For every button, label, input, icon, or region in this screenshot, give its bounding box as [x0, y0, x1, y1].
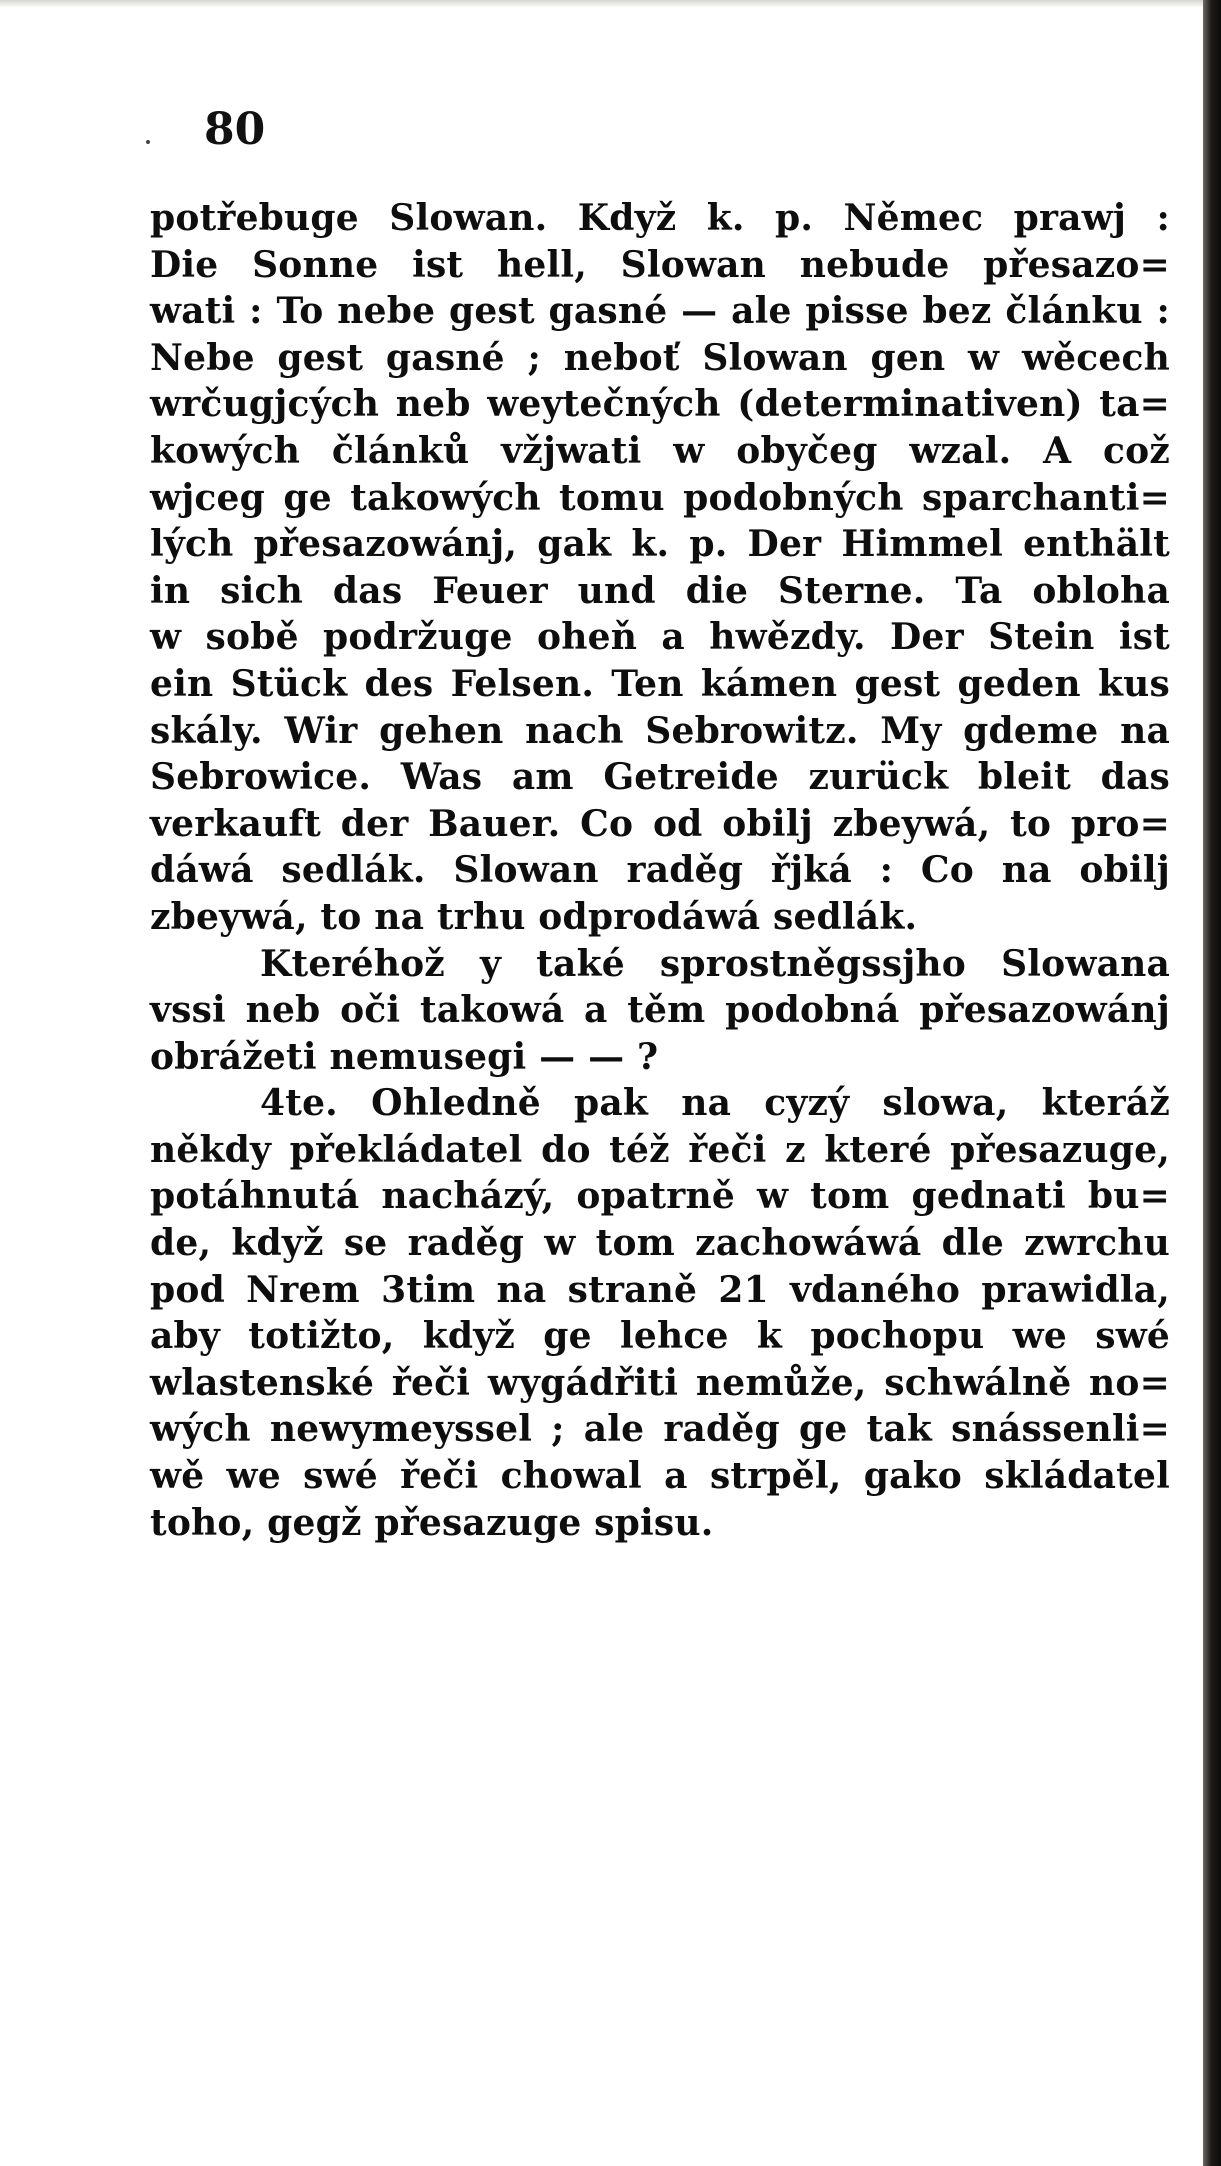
- text-line: pod Nrem 3tim na straně 21 vdaného prawidla,: [150, 1268, 1170, 1311]
- text-line: Kteréhož y také sprostněgssjho Slowana: [260, 942, 1170, 985]
- text-line: wě we swé řeči chowal a strpěl, gako skládatel: [150, 1455, 1170, 1498]
- text-line: wých newymeyssel ; ale raděg ge tak snássenli=: [150, 1408, 1170, 1451]
- text-line: w sobě podržuge oheň a hwězdy. Der Stein ist: [150, 616, 1170, 659]
- text-line: wrčugjcých neb weytečných (determinativen) ta=: [150, 383, 1170, 426]
- body-text: [150, 195, 1170, 1546]
- text-line: obrážeti nemusegi — — ?: [150, 1035, 659, 1078]
- text-line: potřebuge Slowan. Když k. p. Němec prawj :: [150, 197, 1170, 239]
- text-line: wjceg ge takowých tomu podobných sparchanti=: [150, 476, 1170, 519]
- text-line: někdy překládatel do též řeči z které přesazuge,: [150, 1128, 1170, 1171]
- ink-speck: [146, 140, 150, 144]
- text-line: lých přesazowánj, gak k. p. Der Himmel enthält: [150, 523, 1170, 566]
- text-line: Die Sonne ist hell, Slowan nebude přesazo=: [150, 243, 1170, 286]
- text-line: skály. Wir gehen nach Sebrowitz. My gdeme na: [150, 709, 1170, 752]
- text-line: potáhnutá nacházý, opatrně w tom gednati bu=: [150, 1175, 1170, 1218]
- text-line: wati : To nebe gest gasné — ale pisse bez článku :: [150, 290, 1170, 333]
- text-line: wlastenské řeči wygádřiti nemůže, schwálně no=: [150, 1361, 1170, 1404]
- page-top-shadow: [0, 0, 1221, 8]
- text-line: ein Stück des Felsen. Ten kámen gest geden kus: [150, 662, 1170, 705]
- text-line: vssi neb oči takowá a těm podobná přesazowánj: [150, 989, 1170, 1032]
- text-line: 4te. Ohledně pak na cyzý slowa, kteráž: [260, 1082, 1170, 1125]
- text-line: zbeywá, to na trhu odprodáwá sedlák.: [150, 895, 918, 938]
- scan-edge: [1203, 0, 1221, 2166]
- text-line: toho, gegž přesazuge spisu.: [150, 1501, 714, 1544]
- text-line: dáwá sedlák. Slowan raděg řjká : Co na obilj: [150, 849, 1170, 892]
- text-line: de, když se raděg w tom zachowáwá dle zwrchu: [150, 1222, 1170, 1265]
- text-line: in sich das Feuer und die Sterne. Ta obloha: [150, 569, 1170, 612]
- page-number: 80: [204, 104, 266, 155]
- text-line: aby totižto, když ge lehce k pochopu we swé: [150, 1315, 1170, 1358]
- text-line: verkauft der Bauer. Co od obilj zbeywá, to pro=: [150, 802, 1170, 845]
- text-line: Sebrowice. Was am Getreide zurück bleit das: [150, 756, 1170, 799]
- text-line: Nebe gest gasné ; neboť Slowan gen w wěcech: [150, 336, 1170, 379]
- text-line: kowých článků vžjwati w obyčeg wzal. A což: [150, 429, 1170, 472]
